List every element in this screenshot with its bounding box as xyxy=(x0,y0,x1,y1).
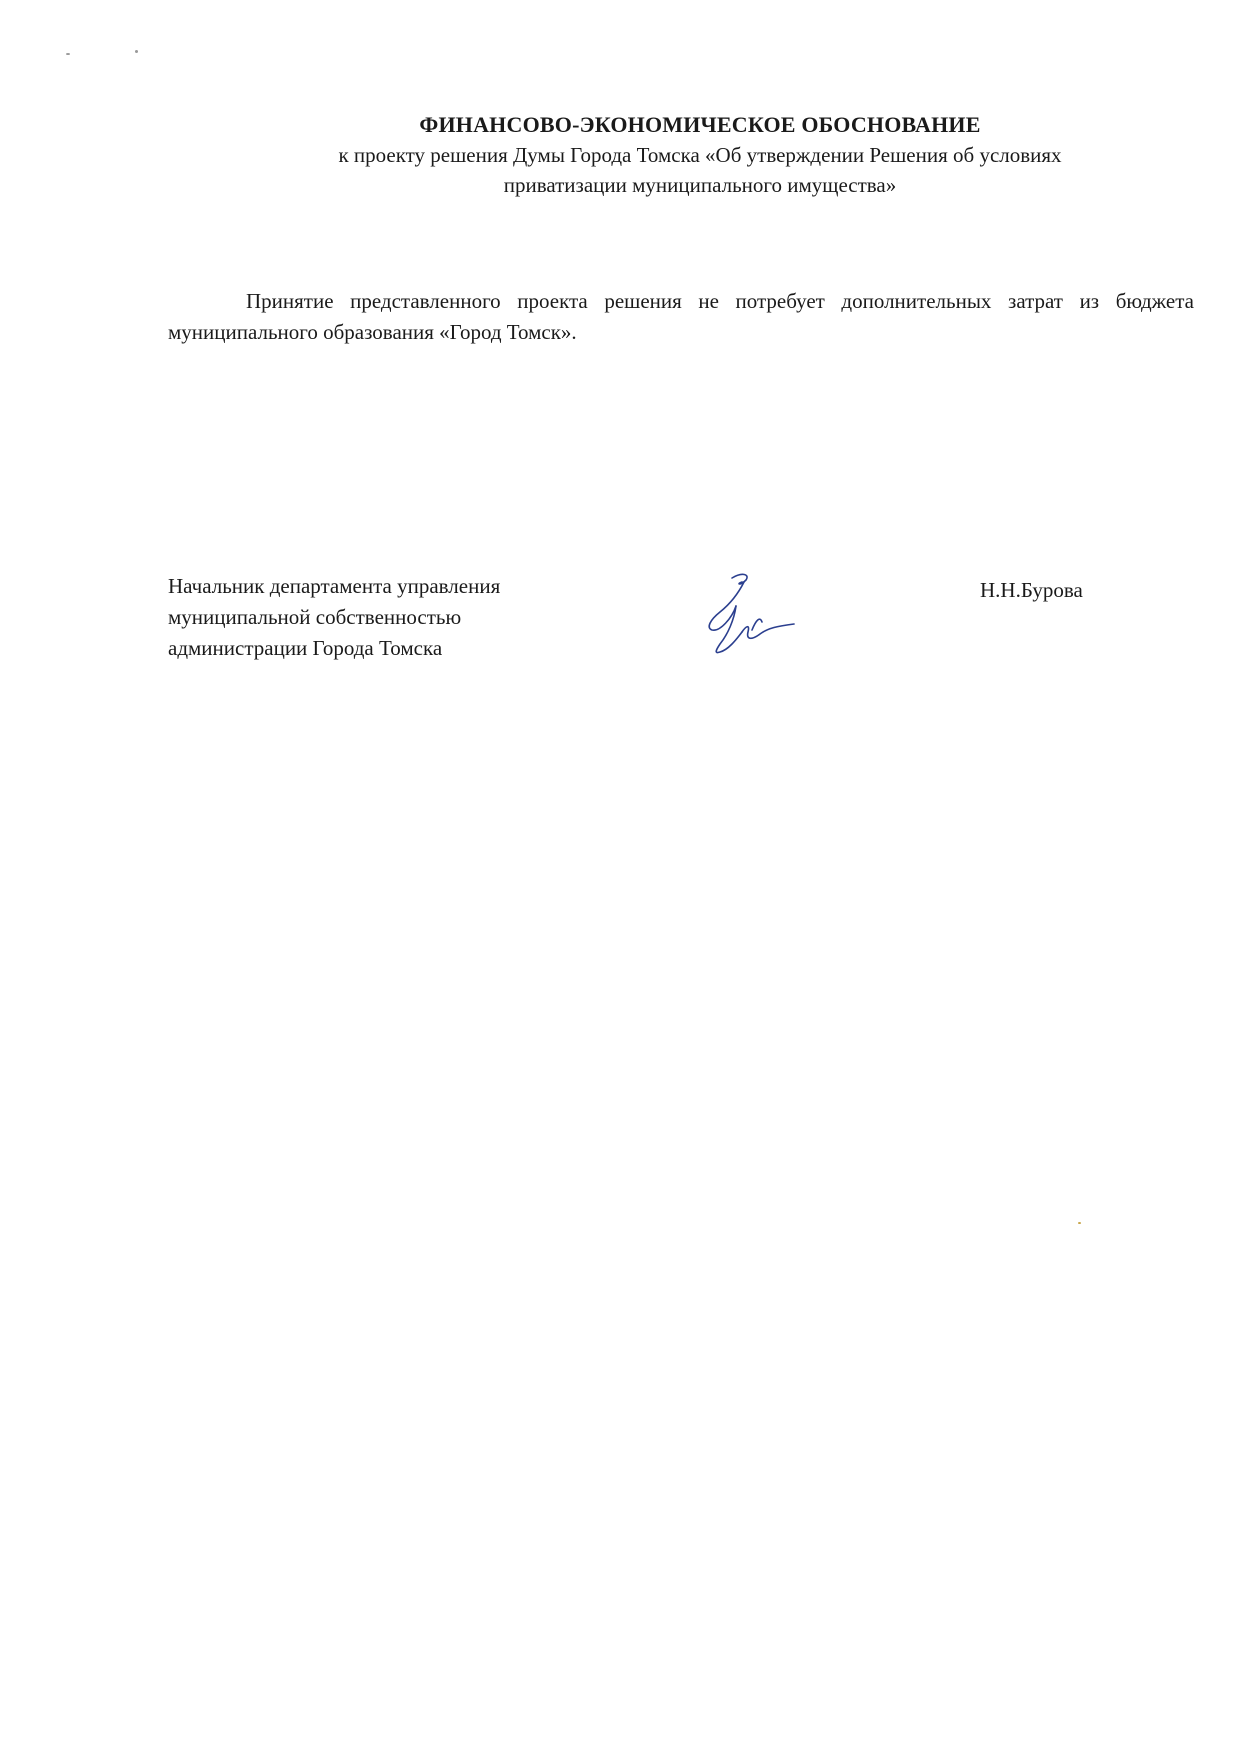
signatory-position xyxy=(168,571,628,664)
document-title: ФИНАНСОВО-ЭКОНОМИЧЕСКОЕ ОБОСНОВАНИЕ xyxy=(419,112,981,137)
signatory-position-line-1: Начальник департамента управления xyxy=(168,574,501,598)
scan-speck xyxy=(1078,1222,1081,1224)
handwritten-signature xyxy=(690,570,800,660)
document-header xyxy=(200,110,1200,200)
document-subtitle-line-2: приватизации муниципального имущества» xyxy=(503,173,897,197)
signatory-position-line-2: муниципальной собственностью xyxy=(168,605,462,629)
scan-speck xyxy=(66,53,70,55)
scan-speck xyxy=(135,50,138,53)
signatory-position-line-3: администрации Города Томска xyxy=(168,636,443,660)
body-paragraph: Принятие представленного проекта решения не потребует дополнительных затрат из бюджета муниципального образования «Город Томск». xyxy=(168,289,1194,344)
document-subtitle-line-1: к проекту решения Думы Города Томска «Об утверждении Решения об условиях xyxy=(338,143,1062,167)
signatory-name: Н.Н.Бурова xyxy=(980,578,1083,602)
